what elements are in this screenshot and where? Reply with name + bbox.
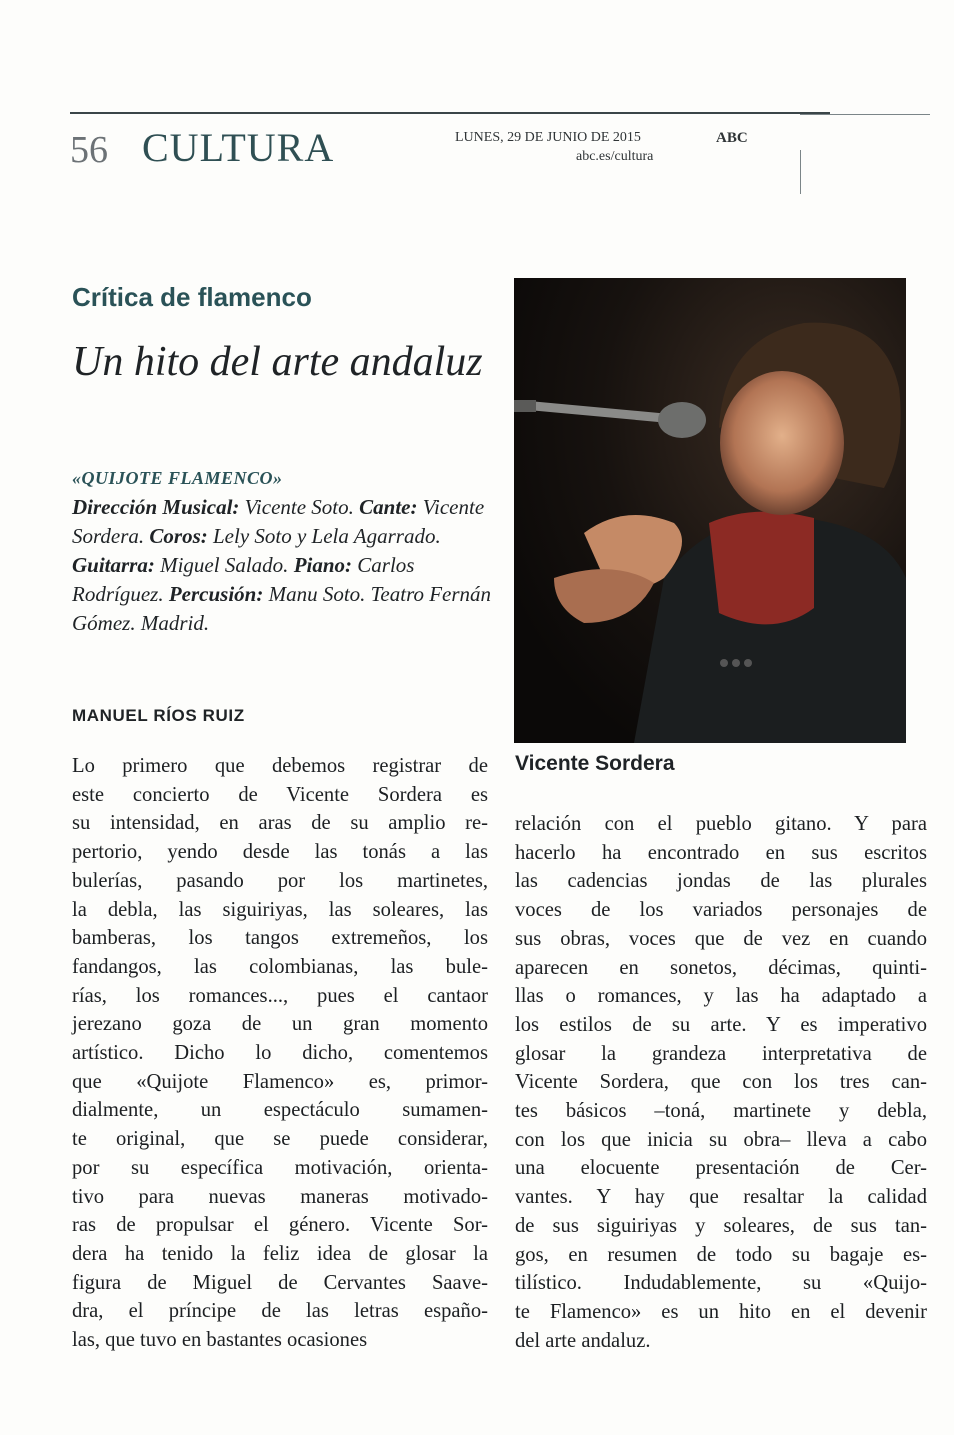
body-text-line: bulerías, pasando por los martinetes, [72, 869, 488, 892]
photo-caption: Vicente Sordera [515, 752, 675, 775]
body-text-line: su intensidad, en aras de su amplio re- [72, 812, 488, 835]
article-photo [514, 278, 906, 743]
credit-label: Piano: [288, 553, 353, 577]
body-text-line: las cadencias jondas de las plurales [515, 870, 927, 893]
body-text-line: rías, los romances..., pues el cantaor [72, 984, 488, 1007]
body-text-line: los estilos de su arte. Y es imperativo [515, 1013, 927, 1036]
body-text-line: jerezano goza de un gran momento [72, 1013, 488, 1036]
article-body-column-2 [515, 810, 927, 1355]
body-text-line: bamberas, los tangos extremeños, los [72, 927, 488, 950]
header-rule-right [800, 114, 930, 115]
body-text-line: este concierto de Vicente Sordera es [72, 783, 488, 806]
body-text-line: fandangos, las colombianas, las bule- [72, 955, 488, 978]
section-title: CULTURA [142, 125, 335, 170]
credit-text: Miguel Salado. [154, 553, 289, 577]
page-number: 56 [70, 129, 108, 171]
body-text-line: por su específica motivación, orienta- [72, 1156, 488, 1179]
venue-text: Teatro Fernán Gómez. Madrid. [72, 582, 492, 635]
credit-label: Coros: [144, 524, 208, 548]
credit-label: Dirección Musical: [72, 495, 240, 519]
credit-text: Vicente Soto. [239, 495, 354, 519]
body-text-line: las, que tuvo en bastantes ocasiones [72, 1329, 368, 1352]
issue-date: LUNES, 29 DE JUNIO DE 2015 [455, 130, 641, 145]
body-text-line: dera ha tenido la feliz idea de glosar la [72, 1242, 488, 1265]
body-text-line: te original, que se puede considerar, [72, 1128, 488, 1151]
show-credits [72, 464, 492, 638]
body-text-line: ras de propulsar el género. Vicente Sor- [72, 1214, 488, 1237]
publication-name: ABC [716, 130, 748, 146]
header-rule [70, 112, 830, 114]
body-text-line: tes básicos –toná, martinete y debla, [515, 1100, 927, 1123]
body-text-line: Vicente Sordera, que con los tres can- [515, 1071, 927, 1094]
article-headline: Un hito del arte andaluz [72, 339, 483, 385]
body-text-line: artístico. Dicho lo dicho, comentemos [72, 1042, 488, 1065]
article-body-column-1 [72, 752, 488, 1355]
body-text-line: tilístico. Indudablemente, su «Quijo- [515, 1272, 927, 1295]
section-url[interactable]: abc.es/cultura [576, 149, 654, 164]
body-text-line: aparecen en sonetos, décimas, quinti- [515, 956, 927, 979]
body-text-line: hacerlo ha encontrado en sus escritos [515, 841, 927, 864]
credit-label: Cante: [353, 495, 418, 519]
body-text-line: del arte andaluz. [515, 1329, 651, 1352]
body-text-line: pertorio, yendo desde las tonás a las [72, 841, 488, 864]
credit-text: Lely Soto y Lela Agarrado. [207, 524, 441, 548]
body-text-line: sus obras, voces que de vez en cuando [515, 927, 927, 950]
body-text-line: llas o romances, y las ha adaptado a [515, 985, 927, 1008]
body-text-line: con los que inicia su obra– lleva a cabo [515, 1128, 927, 1151]
credit-text: Manu Soto. [263, 582, 366, 606]
body-text-line: glosar la grandeza interpretativa de [515, 1042, 927, 1065]
article-kicker: Crítica de flamenco [72, 282, 312, 312]
credit-text: Vicente Sordera. [72, 495, 485, 548]
work-title: «QUIJOTE FLAMENCO» [72, 468, 283, 488]
body-text-line: dialmente, un espectáculo sumamen- [72, 1099, 488, 1122]
body-text-line: de sus siguiriyas y soleares, de sus tan- [515, 1214, 927, 1237]
body-text-line: dra, el príncipe de las letras españo- [72, 1300, 488, 1323]
body-text-line: figura de Miguel de Cervantes Saave- [72, 1271, 488, 1294]
credit-label: Guitarra: [72, 553, 155, 577]
singer-photo-illustration [514, 278, 906, 743]
column-divider [800, 150, 801, 194]
body-text-line: te Flamenco» es un hito en el devenir [515, 1300, 927, 1323]
body-text-line: la debla, las siguiriyas, las soleares, las [72, 898, 488, 921]
body-text-line: tivo para nuevas maneras motivado- [72, 1185, 488, 1208]
body-text-line: una elocuente presentación de Cer- [515, 1157, 927, 1180]
body-text-line: vantes. Y hay que resaltar la calidad [515, 1186, 927, 1209]
body-text-line: Lo primero que debemos registrar de [72, 755, 488, 777]
article-byline: MANUEL RÍOS RUIZ [72, 706, 245, 725]
body-text-line: que «Quijote Flamenco» es, primor- [72, 1070, 488, 1093]
credit-text: Carlos Rodríguez. [72, 553, 415, 606]
body-text-line: voces de los variados personajes de [515, 899, 927, 922]
body-text-line: relación con el pueblo gitano. Y para [515, 813, 927, 835]
body-text-line: gos, en resumen de todo su bagaje es- [515, 1243, 927, 1266]
credit-label: Percusión: [163, 582, 264, 606]
